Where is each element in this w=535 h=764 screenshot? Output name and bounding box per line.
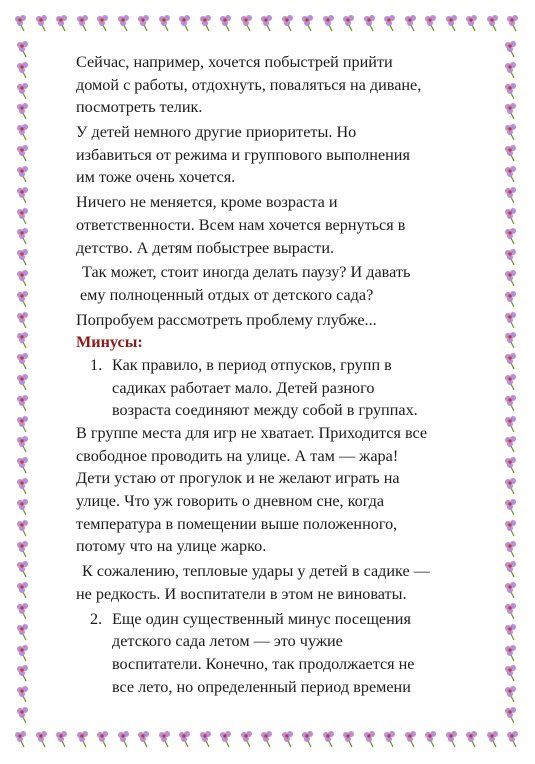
flower-icon xyxy=(504,61,518,79)
flower-icon xyxy=(504,40,518,58)
flower-icon xyxy=(504,602,518,620)
flower-icon xyxy=(199,14,213,32)
flower-icon xyxy=(137,14,151,32)
flower-icon xyxy=(424,14,438,32)
flower-icon xyxy=(199,730,213,748)
flower-icon xyxy=(16,456,30,474)
flower-icon xyxy=(504,706,518,724)
flower-icon xyxy=(96,14,110,32)
flower-icon xyxy=(506,730,520,748)
text-line: садиках работает мало. Детей разного xyxy=(112,378,375,397)
flower-icon xyxy=(16,560,30,578)
flower-icon xyxy=(219,730,233,748)
flower-icon xyxy=(16,227,30,245)
flower-icon xyxy=(178,14,192,32)
flower-icon xyxy=(16,207,30,225)
flower-icon xyxy=(16,394,30,412)
flower-icon xyxy=(504,415,518,433)
flower-icon xyxy=(383,730,397,748)
flower-icon xyxy=(14,730,28,748)
flower-icon xyxy=(16,123,30,141)
flower-icon xyxy=(35,730,49,748)
flower-icon xyxy=(504,456,518,474)
paragraph-4 xyxy=(76,261,496,306)
flower-icon xyxy=(504,227,518,245)
document-body xyxy=(76,51,496,698)
text-line: Дети устаю от прогулок и не желают играть на xyxy=(76,469,400,488)
text-line: улице. Что уж говорить о дневном сне, когда xyxy=(76,492,385,511)
flower-icon xyxy=(117,730,131,748)
flower-icon xyxy=(504,311,518,329)
flower-icon xyxy=(504,477,518,495)
flower-icon xyxy=(16,602,30,620)
paragraph-6 xyxy=(76,422,496,558)
text-line: Сейчас, например, хочется побыстрей прийти xyxy=(76,53,393,71)
flower-icon xyxy=(504,623,518,641)
paragraph-5 xyxy=(76,309,496,332)
flower-icon xyxy=(16,61,30,79)
border-left xyxy=(12,40,34,724)
flower-icon xyxy=(342,14,356,32)
flower-icon xyxy=(465,14,479,32)
text-line: ему полноценный отдых от детского сада? xyxy=(80,285,374,304)
flower-icon xyxy=(16,540,30,558)
flower-icon xyxy=(16,186,30,204)
text-line: К сожалению, тепловые удары у детей в садике — xyxy=(82,562,430,581)
text-line: не редкость. И воспитатели в этом не виноваты. xyxy=(76,584,407,603)
flower-icon xyxy=(16,664,30,682)
section-heading: Минусы: xyxy=(76,333,143,352)
flower-icon xyxy=(55,730,69,748)
flower-icon xyxy=(16,331,30,349)
flower-icon xyxy=(55,14,69,32)
flower-icon xyxy=(16,311,30,329)
flower-icon xyxy=(486,730,500,748)
flower-icon xyxy=(504,435,518,453)
flower-icon xyxy=(240,730,254,748)
text-line: избавиться от режима и группового выполнения xyxy=(76,145,410,164)
flower-icon xyxy=(158,14,172,32)
flower-icon xyxy=(445,14,459,32)
flower-icon xyxy=(16,352,30,370)
text-line: ответственности. Всем нам хочется вернуться в xyxy=(76,215,406,234)
flower-icon xyxy=(504,144,518,162)
flower-icon xyxy=(219,14,233,32)
text-line: детство. А детям побыстрее вырасти. xyxy=(76,238,335,257)
flower-icon xyxy=(16,623,30,641)
flower-icon xyxy=(76,14,90,32)
flower-icon xyxy=(504,102,518,120)
paragraph-7 xyxy=(76,560,496,605)
flower-icon xyxy=(342,730,356,748)
flower-icon xyxy=(504,248,518,266)
flower-icon xyxy=(16,82,30,100)
flower-icon xyxy=(504,581,518,599)
list-number: 1. xyxy=(90,355,103,374)
flower-icon xyxy=(158,730,172,748)
flower-icon xyxy=(363,730,377,748)
flower-icon xyxy=(504,373,518,391)
border-bottom xyxy=(14,728,520,750)
flower-icon xyxy=(16,248,30,266)
text-line: Еще один существенный минус посещения xyxy=(112,609,411,628)
flower-icon xyxy=(322,14,336,32)
flower-icon xyxy=(281,14,295,32)
flower-icon xyxy=(16,435,30,453)
flower-icon xyxy=(240,14,254,32)
flower-icon xyxy=(137,730,151,748)
flower-icon xyxy=(16,498,30,516)
flower-icon xyxy=(16,477,30,495)
flower-icon xyxy=(504,498,518,516)
flower-icon xyxy=(404,730,418,748)
flower-icon xyxy=(445,730,459,748)
border-top xyxy=(14,12,520,34)
flower-icon xyxy=(322,730,336,748)
flower-icon xyxy=(504,685,518,703)
flower-icon xyxy=(504,123,518,141)
flower-icon xyxy=(504,664,518,682)
flower-icon xyxy=(16,269,30,287)
flower-icon xyxy=(504,207,518,225)
flower-icon xyxy=(504,290,518,308)
border-right xyxy=(500,40,522,724)
flower-icon xyxy=(404,14,418,32)
flower-icon xyxy=(383,14,397,32)
flower-icon xyxy=(260,730,274,748)
flower-icon xyxy=(16,415,30,433)
flower-icon xyxy=(504,540,518,558)
text-line: Попробуем рассмотреть проблему глубже... xyxy=(76,310,377,329)
flower-icon xyxy=(424,730,438,748)
flower-icon xyxy=(16,290,30,308)
flower-icon xyxy=(504,644,518,662)
text-line: посмотреть телик. xyxy=(76,98,203,117)
flower-icon xyxy=(281,730,295,748)
flower-icon xyxy=(486,14,500,32)
flower-icon xyxy=(504,186,518,204)
flower-icon xyxy=(504,269,518,287)
flower-icon xyxy=(76,730,90,748)
paragraph-3 xyxy=(76,191,496,259)
text-line: воспитатели. Конечно, так продолжается не xyxy=(112,654,415,673)
text-line: им тоже очень хочется. xyxy=(76,168,236,187)
text-line: Ничего не меняется, кроме возраста и xyxy=(76,193,338,212)
flower-icon xyxy=(504,394,518,412)
list-number: 2. xyxy=(90,609,103,628)
text-line: Так может, стоит иногда делать паузу? И давать xyxy=(82,263,411,282)
text-line: возраста соединяют между собой в группах. xyxy=(112,401,418,420)
flower-icon xyxy=(16,706,30,724)
flower-icon xyxy=(260,14,274,32)
flower-icon xyxy=(16,519,30,537)
list-line xyxy=(76,608,496,631)
flower-icon xyxy=(16,144,30,162)
flower-icon xyxy=(504,560,518,578)
flower-icon xyxy=(506,14,520,32)
flower-icon xyxy=(465,730,479,748)
flower-icon xyxy=(363,14,377,32)
flower-icon xyxy=(16,40,30,58)
text-line: домой с работы, отдохнуть, поваляться на диване, xyxy=(76,75,422,94)
text-line: все лето, но определенный период времени xyxy=(112,677,411,696)
list-item-1 xyxy=(76,354,496,422)
flower-icon xyxy=(16,581,30,599)
text-line: свободное проводить на улице. А там — жара! xyxy=(76,446,399,465)
flower-icon xyxy=(16,165,30,183)
text-line: детского сада летом — это чужие xyxy=(112,632,343,651)
flower-icon xyxy=(16,644,30,662)
flower-icon xyxy=(301,730,315,748)
paragraph-1 xyxy=(76,51,496,119)
list-item-2 xyxy=(76,608,496,699)
flower-icon xyxy=(504,82,518,100)
list-line xyxy=(76,354,496,377)
flower-icon xyxy=(178,730,192,748)
text-line: температура в помещении выше положенного, xyxy=(76,514,398,533)
flower-icon xyxy=(117,14,131,32)
flower-icon xyxy=(504,352,518,370)
text-line: В группе места для игр не хватает. Приходится все xyxy=(76,424,428,442)
text-line: потому что на улице жарко. xyxy=(76,537,267,556)
flower-icon xyxy=(301,14,315,32)
flower-icon xyxy=(504,519,518,537)
flower-icon xyxy=(504,165,518,183)
text-line: Как правило, в период отпусков, групп в xyxy=(112,355,392,374)
flower-icon xyxy=(35,14,49,32)
flower-icon xyxy=(504,331,518,349)
flower-icon xyxy=(16,685,30,703)
flower-icon xyxy=(16,373,30,391)
paragraph-2 xyxy=(76,121,496,189)
flower-icon xyxy=(14,14,28,32)
text-line: У детей немного другие приоритеты. Но xyxy=(76,123,357,142)
flower-icon xyxy=(96,730,110,748)
flower-icon xyxy=(16,102,30,120)
